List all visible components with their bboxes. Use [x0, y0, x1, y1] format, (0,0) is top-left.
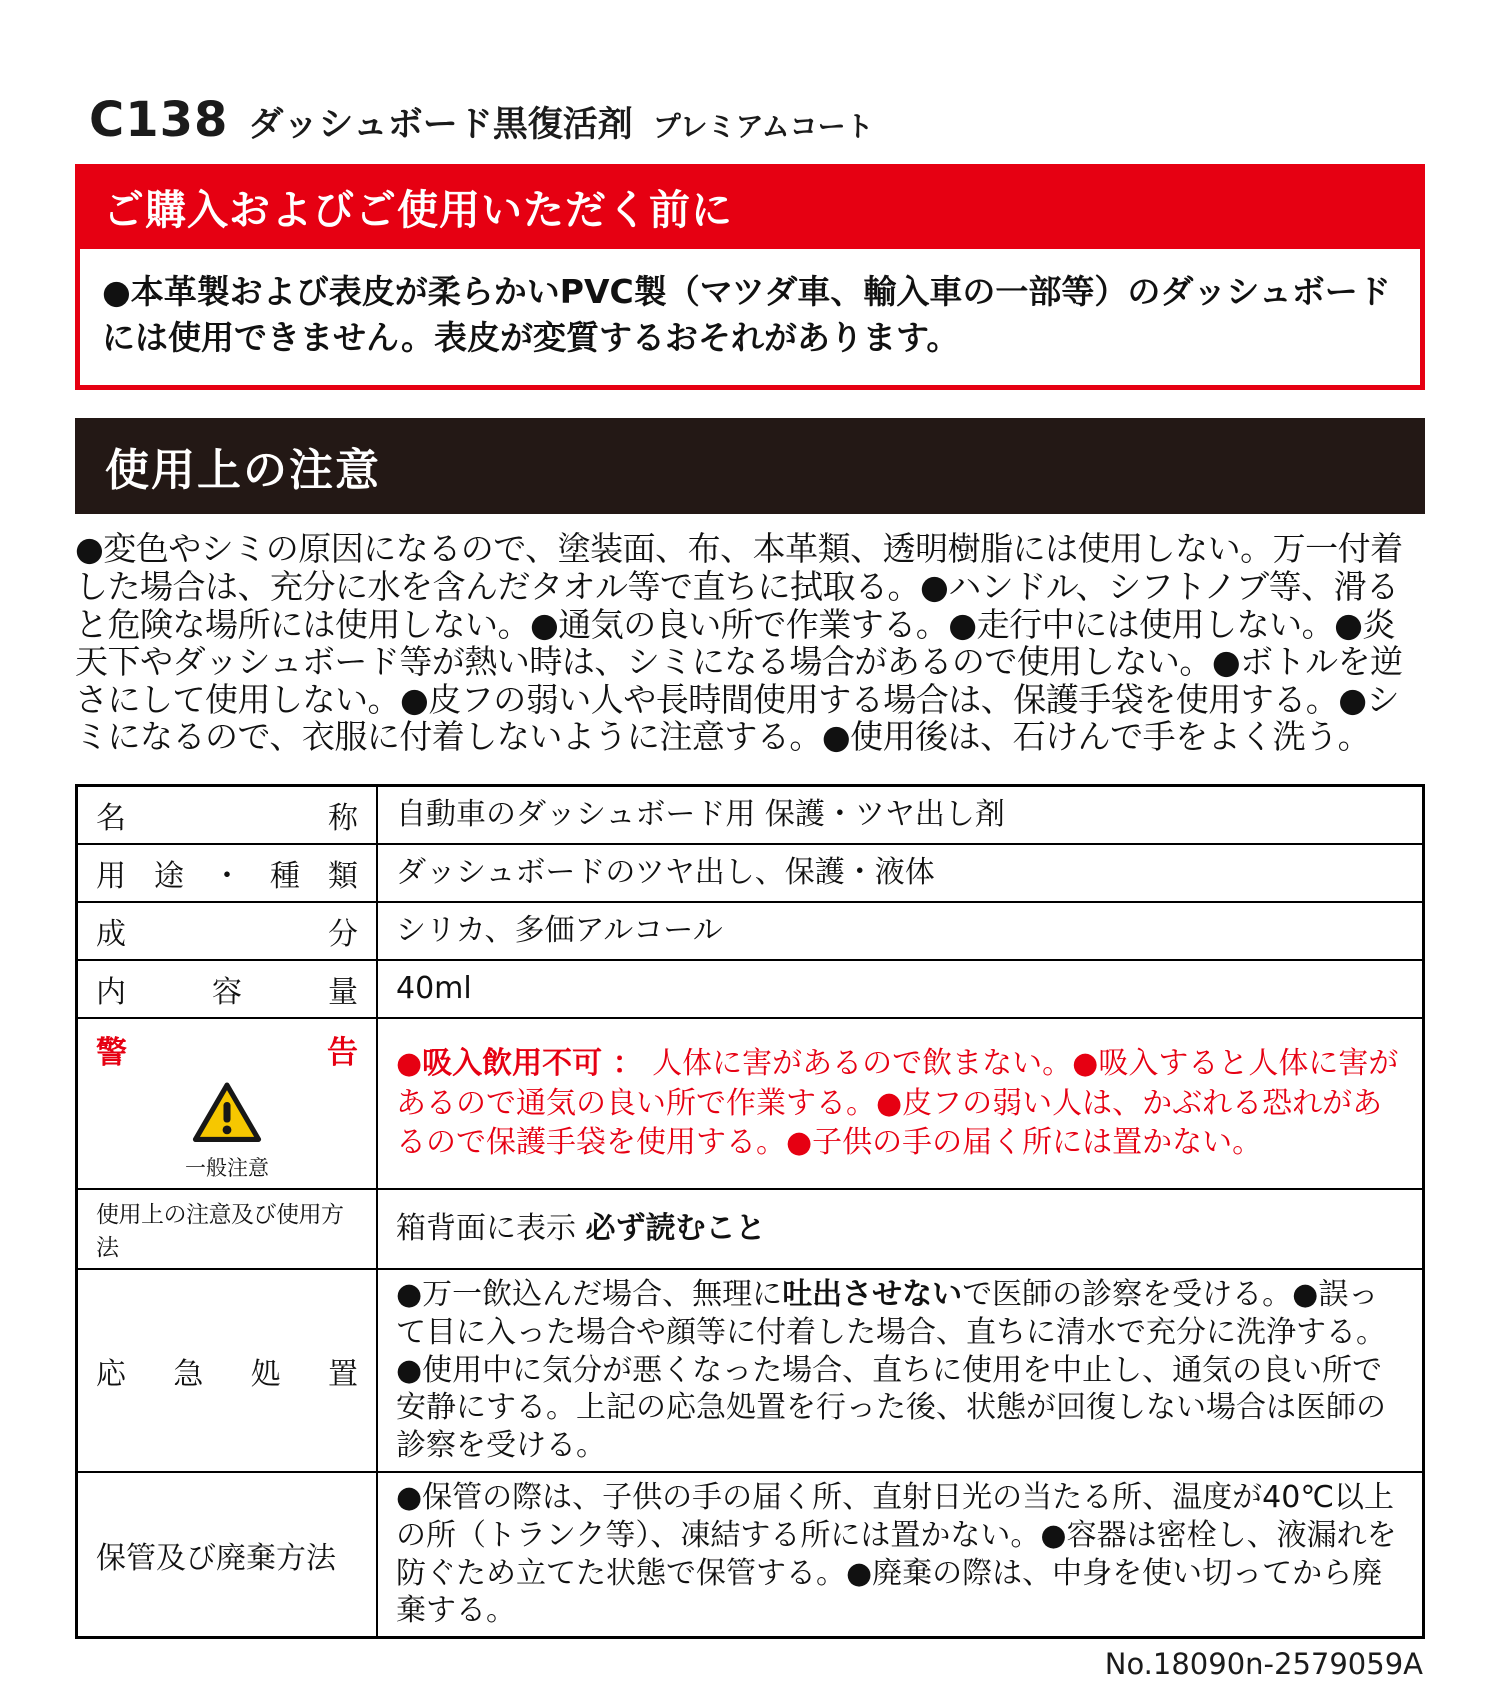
product-subname: プレミアムコート	[652, 110, 874, 143]
usage-caution-banner	[75, 418, 1425, 514]
usage-caution-title: 使用上の注意	[105, 445, 381, 497]
spec-row-ingredients	[78, 903, 1422, 961]
spec-row-name	[78, 787, 1422, 845]
spec-row-volume	[78, 961, 1422, 1019]
spec-value-storage: ●保管の際は、子供の手の届く所、直射日光の当たる所、温度が40℃以上の所（トランク等）、凍結する所には置かない。●容器は密栓し、液漏れを防ぐため立てた状態で保管する。●廃棄の際は、中身を使い切ってから廃棄する。	[396, 1480, 1397, 1629]
spec-label-usage-type: 用 途 ・ 種 類	[96, 859, 358, 895]
purchase-notice-section	[75, 164, 1425, 390]
spec-row-instructions	[78, 1190, 1422, 1270]
spec-row-storage	[78, 1473, 1422, 1636]
spec-value-warning	[396, 1044, 1404, 1164]
usage-caution-body: ●変色やシミの原因になるので、塗装面、布、本革類、透明樹脂には使用しない。万一付着した場合は、充分に水を含んだタオル等で直ちに拭取る。●ハンドル、シフトノブ等、滑ると危険な場所には使用しない。●通気の良い所で作業する。●走行中には使用しない。●炎天下やダッシュボード等が熱い時は、シミになる場合があるので使用しない。●ボトルを逆さにして使用しない。●皮フの弱い人や長時間使用する場合は、保護手袋を使用する。●シミになるので、衣服に付着しないように注意する。●使用後は、石けんで手をよく洗う。	[75, 529, 1403, 757]
spec-value-volume: 40ml	[396, 971, 472, 1007]
product-name: ダッシュボード黒復活剤	[248, 105, 633, 145]
purchase-notice-title: ご購入およびご使用いただく前に	[103, 186, 733, 234]
spec-value-instructions: 箱背面に表示 必ず読むこと	[396, 1211, 766, 1247]
no-vomit-bold-text: 吐出させない	[782, 1277, 963, 1313]
spec-label-name: 名 称	[96, 801, 358, 837]
purchase-notice-banner	[75, 164, 1425, 249]
spec-value-first-aid: ●万一飲込んだ場合、無理に吐出させないで医師の診察を受ける。●誤って目に入った場合や顔等に付着した場合、直ちに清水で充分に洗浄する。●使用中に気分が悪くなった場合、直ちに使用を中止し、通気の良い所で安静にする。上記の応急処置を行った後、状態が回復しない場合は医師の診察を受ける。	[396, 1277, 1386, 1464]
spec-value-name: 自動車のダッシュボード用 保護・ツヤ出し剤	[396, 797, 1005, 833]
warning-icon-caption: 一般注意	[185, 1156, 269, 1181]
document-number: No.18090n-2579059A	[1104, 1647, 1423, 1681]
warning-lead-text: ●吸入飲用不可 ：	[396, 1045, 643, 1081]
must-read-text: 必ず読むこと	[585, 1211, 766, 1247]
general-caution-icon	[190, 1080, 264, 1146]
spec-value-ingredients: シリカ、多価アルコール	[396, 913, 723, 949]
spec-label-storage: 保管及び廃棄方法	[96, 1540, 336, 1576]
header	[89, 92, 1425, 148]
spec-table	[75, 784, 1425, 1639]
warning-rest-text: 人体に害があるので飲まない。●吸入すると人体に害があるので通気の良い所で作業する。●皮フの弱い人は、かぶれる恐れがあるので保護手袋を使用する。●子供の手の届く所には置かない。	[396, 1045, 1399, 1161]
spec-value-usage-type: ダッシュボードのツヤ出し、保護・液体	[396, 855, 935, 891]
spec-label-instructions: 使用上の注意及び使用方法	[96, 1202, 344, 1262]
spec-label-ingredients: 成 分	[96, 917, 358, 953]
purchase-notice-body: ●本革製および表皮が柔らかいPVC製（マツダ車、輸入車の一部等）のダッシュボードには使用できません。表皮が変質するおそれがあります。	[102, 272, 1391, 358]
spec-label-first-aid: 応 急 処 置	[96, 1356, 358, 1392]
spec-label-volume: 内 容 量	[96, 975, 358, 1011]
spec-row-usage-type	[78, 845, 1422, 903]
purchase-notice-box	[75, 249, 1425, 390]
spec-row-first-aid	[78, 1270, 1422, 1473]
product-code: C138	[89, 92, 229, 148]
spec-label-warning: 警 告	[96, 1035, 358, 1072]
spec-row-warning	[78, 1019, 1422, 1190]
